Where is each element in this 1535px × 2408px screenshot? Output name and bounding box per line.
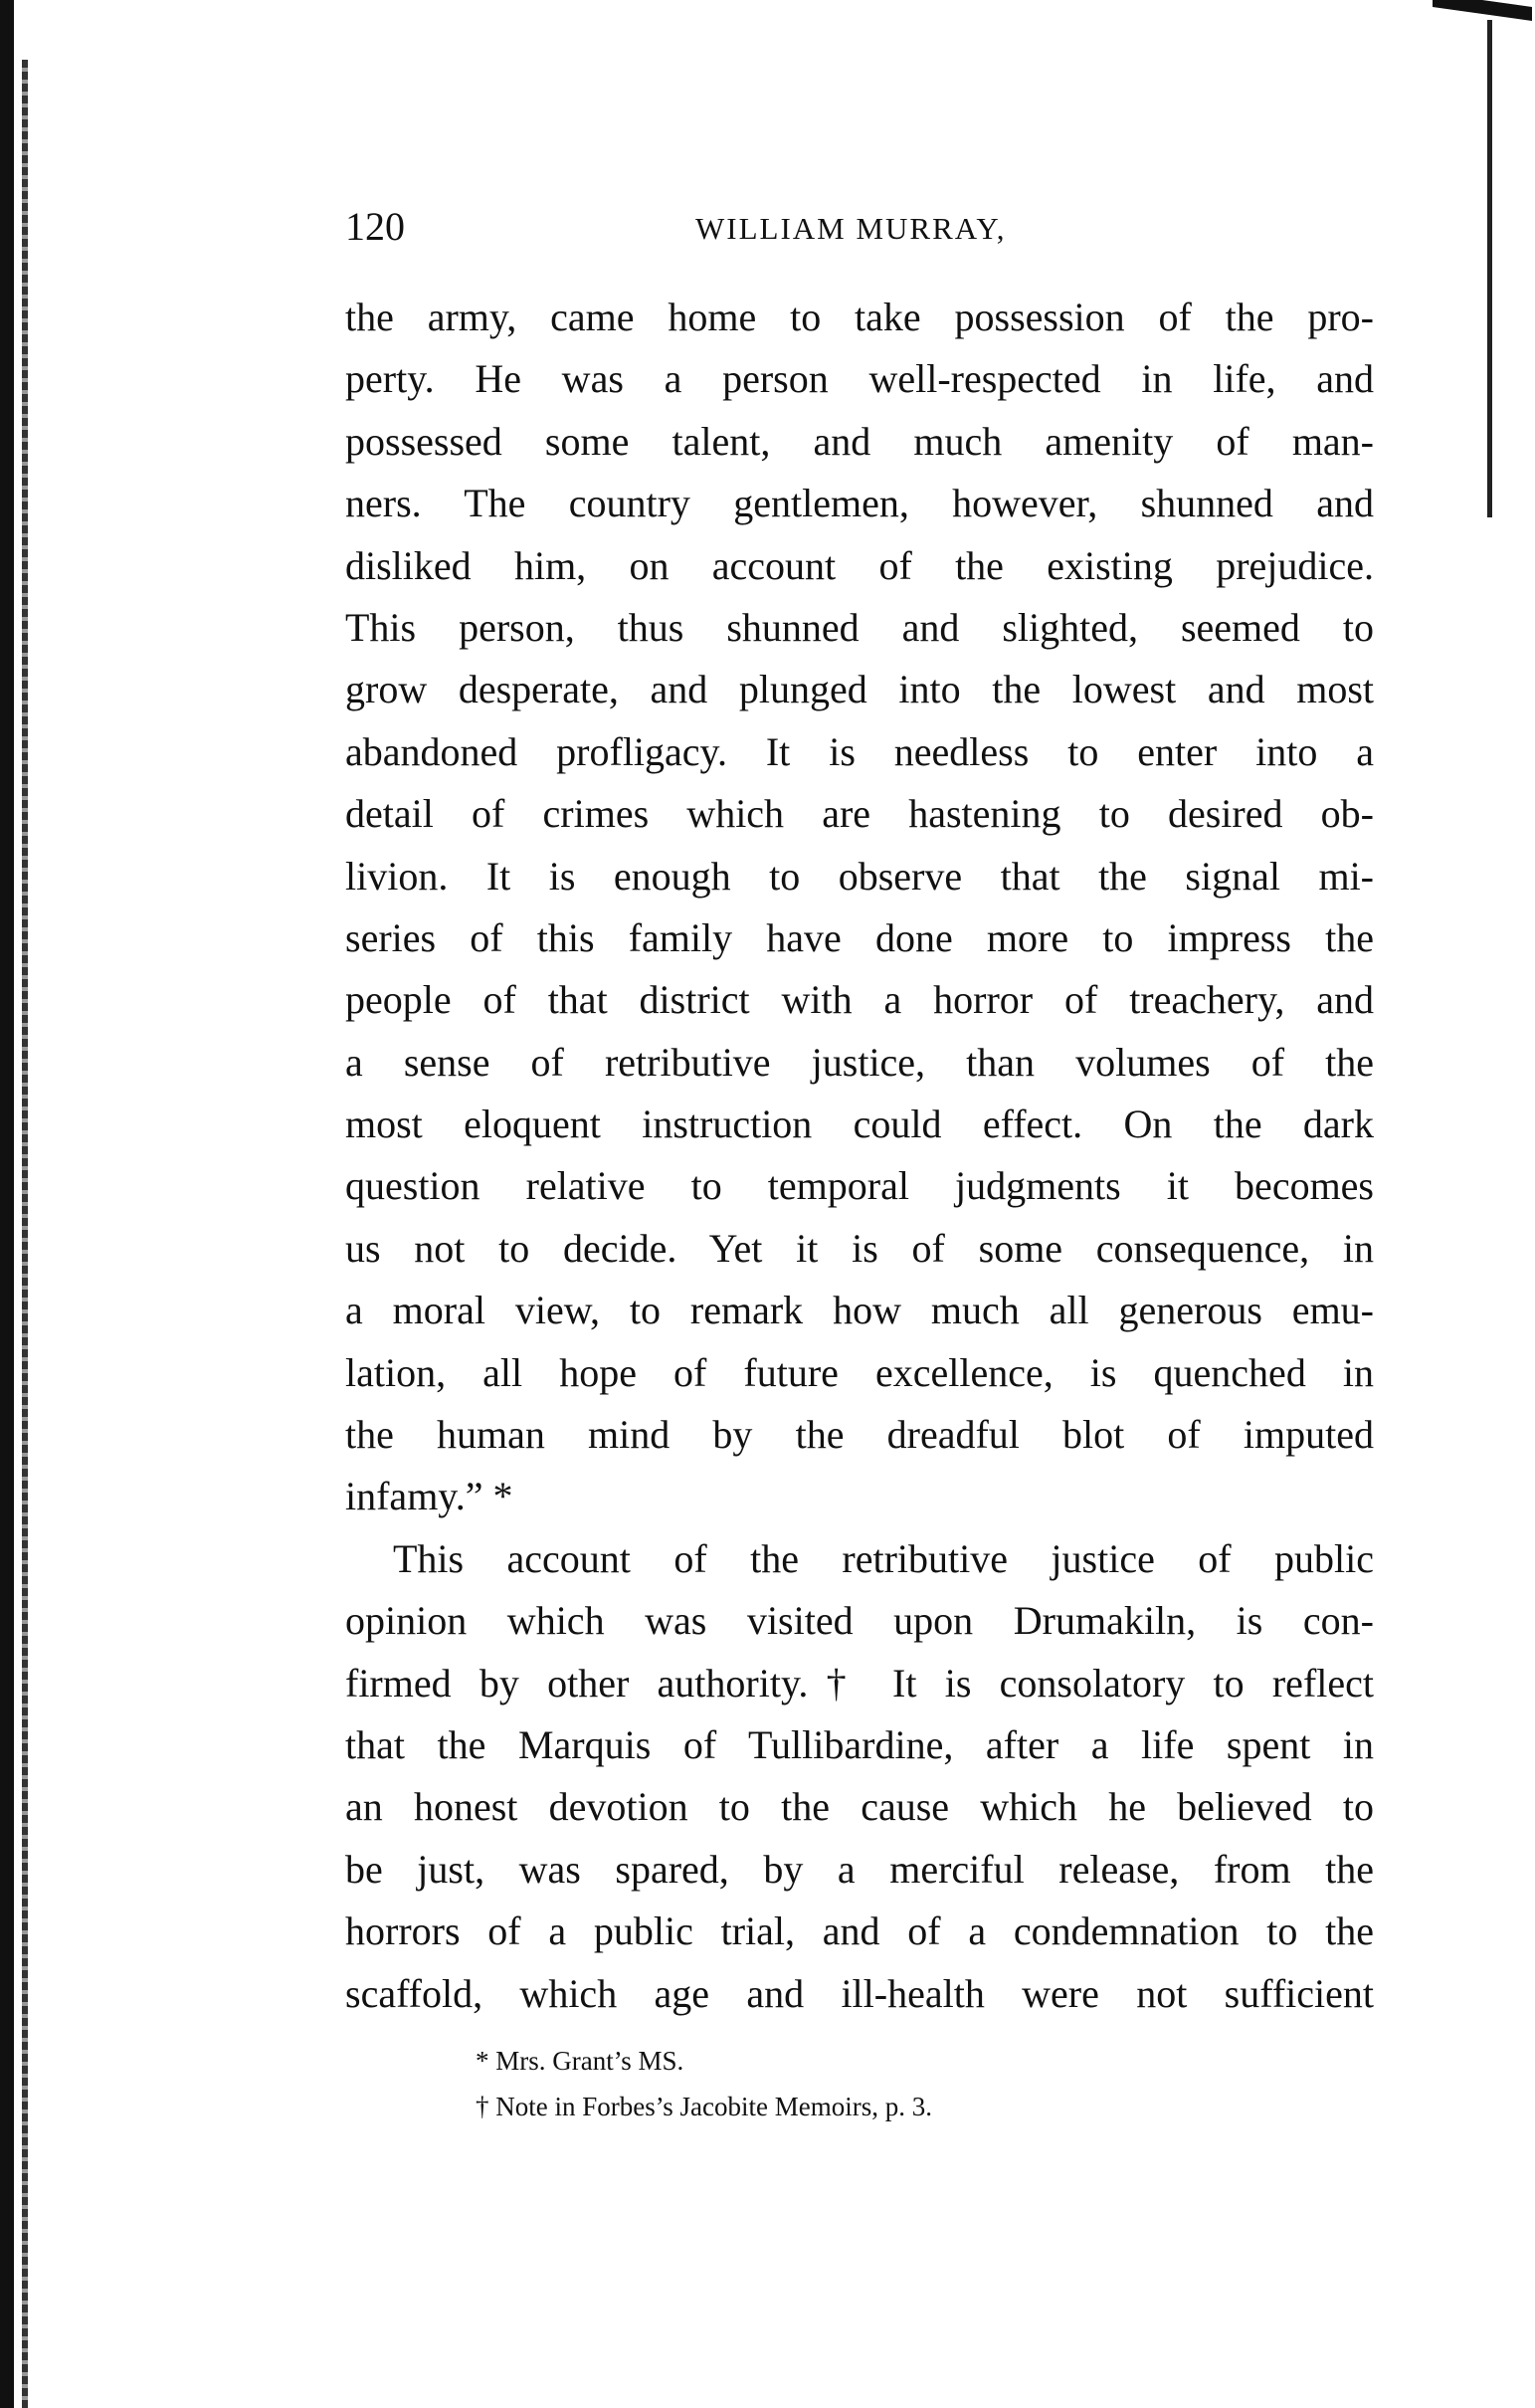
text-line: a sense of retributive justice, than volumes of the — [345, 1039, 1374, 1085]
text-line: This account of the retributive justice of public — [393, 1535, 1374, 1581]
text-line: the army, came home to take possession of the pro- — [345, 295, 1374, 339]
text-line: abandoned profligacy. It is needless to enter into a — [345, 728, 1374, 774]
text-line: disliked him, on account of the existing prejudice. — [345, 542, 1374, 588]
text-line: be just, was spared, by a merciful release, from the — [345, 1846, 1374, 1892]
running-title: WILLIAM MURRAY, — [695, 211, 1007, 246]
page-binding-edge-shadow — [22, 60, 28, 2408]
text-line: infamy.” * — [345, 1474, 513, 1519]
page-binding-edge — [0, 0, 14, 2408]
text-line: scaffold, which age and ill-health were not sufficient — [345, 1970, 1374, 2016]
text-line: possessed some talent, and much amenity of man- — [345, 418, 1374, 464]
page-header — [345, 203, 1374, 253]
text-line: opinion which was visited upon Drumakiln, is con- — [345, 1598, 1374, 1644]
text-line: people of that district with a horror of treachery, and — [345, 977, 1374, 1023]
footnote: * Mrs. Grant’s MS. — [476, 2046, 684, 2076]
body-text — [345, 287, 1374, 2025]
text-line: detail of crimes which are hastening to desired ob- — [345, 791, 1374, 837]
text-line: an honest devotion to the cause which he believed to — [345, 1784, 1374, 1830]
footnote: † Note in Forbes’s Jacobite Memoirs, p. 3. — [476, 2092, 932, 2121]
text-line: perty. He was a person well-respected in life, and — [345, 356, 1374, 402]
text-line: most eloquent instruction could effect. On the dark — [345, 1102, 1374, 1147]
text-line: lation, all hope of future excellence, is quenched in — [345, 1349, 1374, 1395]
text-line: livion. It is enough to observe that the signal mi- — [345, 853, 1374, 899]
text-line: that the Marquis of Tullibardine, after a life spent in — [345, 1721, 1374, 1767]
scan-edge-mark — [1487, 20, 1492, 517]
text-line: series of this family have done more to impress the — [345, 914, 1374, 960]
scan-corner-mark — [1433, 0, 1532, 21]
text-line: firmed by other authority.† It is consolatory to reflect — [345, 1660, 1374, 1706]
text-line: a moral view, to remark how much all generous emu- — [345, 1288, 1374, 1333]
text-line: question relative to temporal judgments it becomes — [345, 1163, 1374, 1209]
text-line: ners. The country gentlemen, however, shunned and — [345, 481, 1374, 526]
text-line: This person, thus shunned and slighted, seemed to — [345, 604, 1374, 650]
text-line: us not to decide. Yet it is of some consequence, in — [345, 1225, 1374, 1271]
page-number: 120 — [345, 204, 405, 249]
text-line: grow desperate, and plunged into the lowest and most — [345, 667, 1374, 712]
text-line: the human mind by the dreadful blot of imputed — [345, 1412, 1374, 1458]
text-line: horrors of a public trial, and of a condemnation to the — [345, 1908, 1374, 1954]
